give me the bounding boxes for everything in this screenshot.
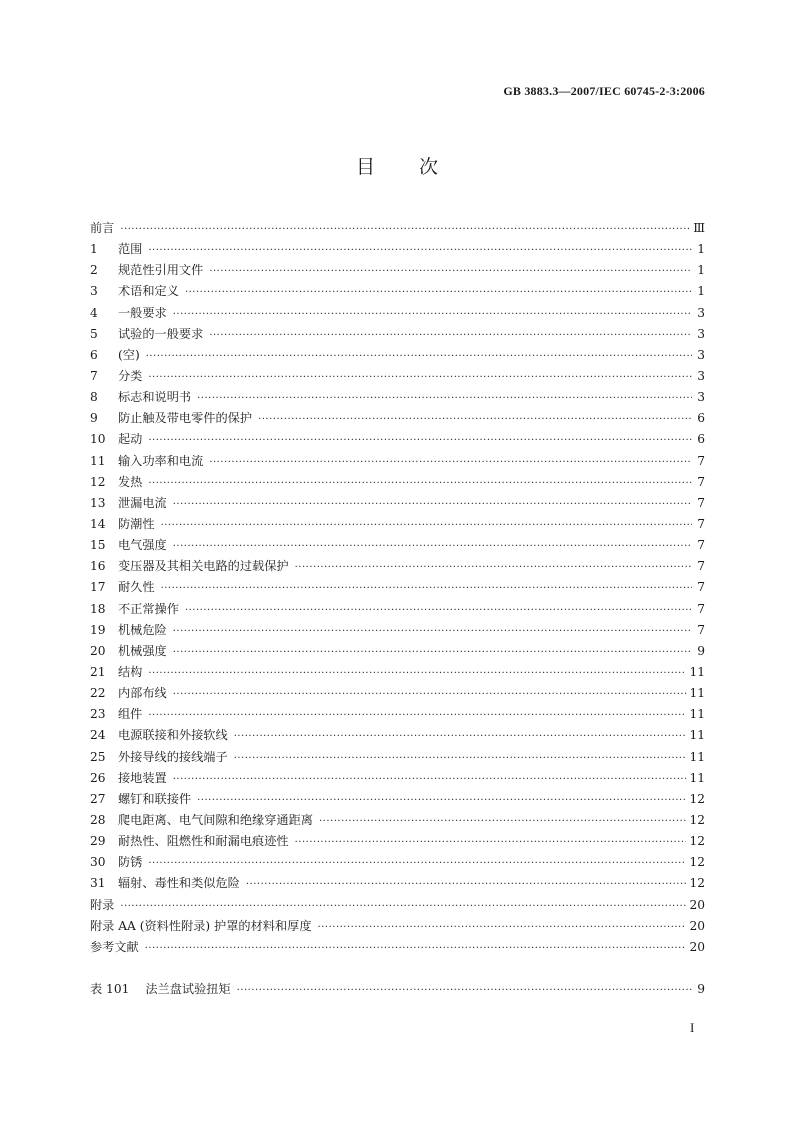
toc-entry-page: 11 (689, 664, 705, 679)
toc-entry-leader-dots (318, 917, 687, 938)
toc-entry[interactable] (90, 345, 705, 366)
toc-entry-leader-dots (148, 663, 686, 684)
toc-entry[interactable] (90, 366, 705, 387)
toc-entry-title: 试验的一般要求 (118, 326, 204, 341)
toc-entry[interactable] (90, 747, 705, 768)
toc-entry[interactable] (90, 810, 705, 831)
toc-entry-leader-dots (120, 219, 690, 240)
toc-entry-leader-dots (234, 726, 687, 747)
toc-entry[interactable] (90, 937, 705, 958)
toc-entry-leader-dots (148, 705, 686, 726)
page-title-left: 目 (355, 156, 375, 178)
toc-entry-leader-dots (173, 536, 692, 557)
toc-entry-title: (空) (118, 347, 140, 362)
toc-entry-title: 范围 (118, 242, 143, 257)
toc-entry-number: 24 (90, 728, 106, 743)
toc-entry-number: 3 (90, 284, 98, 299)
toc-entry-leader-dots (185, 600, 692, 621)
toc-entry-page: 12 (689, 855, 705, 870)
toc-entry-title: 术语和定义 (118, 284, 179, 299)
toc-entry[interactable] (90, 472, 705, 493)
toc-entry-page: 1 (697, 263, 705, 278)
toc-entry-leader-dots (209, 452, 692, 473)
toc-entry-page: 11 (689, 728, 705, 743)
toc-entry-leader-dots (148, 367, 692, 388)
toc-entry-title: 机械强度 (118, 643, 167, 658)
toc-entry-title: 螺钉和联接件 (118, 791, 192, 806)
toc-entry-page: 3 (697, 326, 705, 341)
toc-entry-title: 防止触及带电零件的保护 (118, 411, 253, 426)
toc-entry[interactable] (90, 641, 705, 662)
toc-entry-title: 变压器及其相关电路的过载保护 (118, 559, 289, 574)
toc-entry-number: 5 (90, 326, 98, 341)
toc-entry-page: 12 (689, 812, 705, 827)
toc-entry-page: 6 (697, 411, 705, 426)
toc-entry-leader-dots (295, 832, 687, 853)
toc-entry-leader-dots (146, 346, 692, 367)
toc-entry[interactable] (90, 281, 705, 302)
toc-entry-page: 1 (697, 242, 705, 257)
toc-entry-title: 起动 (118, 432, 143, 447)
toc-entry-leader-dots (258, 409, 692, 430)
toc-entry-leader-dots (161, 515, 692, 536)
toc-entry-page: 3 (697, 347, 705, 362)
toc-entry-page: 3 (697, 390, 705, 405)
toc-entry[interactable] (90, 324, 705, 345)
toc-entry-page: 7 (697, 516, 705, 531)
toc-entry-page: 3 (697, 305, 705, 320)
toc-entry-number: 25 (90, 749, 106, 764)
toc-entry-leader-dots (148, 240, 692, 261)
toc-entry-title: 耐热性、阻燃性和耐漏电痕迹性 (118, 834, 289, 849)
toc-entry-page: 20 (689, 918, 705, 933)
toc-entry-title: 一般要求 (118, 305, 167, 320)
toc-entry-page: 6 (697, 432, 705, 447)
toc-entry-title: 泄漏电流 (118, 495, 167, 510)
toc-entry-leader-dots (145, 938, 687, 959)
toc-entry[interactable] (90, 218, 705, 239)
toc-entry[interactable] (90, 303, 705, 324)
toc-entry-page: 7 (697, 538, 705, 553)
toc-entry-number: 16 (90, 559, 106, 574)
toc-entry-leader-dots (173, 684, 687, 705)
toc-entry-title: 规范性引用文件 (118, 263, 204, 278)
toc-entry-number: 11 (90, 453, 106, 468)
toc-entry-title: 结构 (118, 664, 143, 679)
toc-entry-leader-dots (234, 748, 687, 769)
toc-entry-leader-dots (197, 388, 692, 409)
toc-entry-leader-dots (185, 282, 692, 303)
table-entry[interactable] (90, 979, 705, 1000)
toc-entry-number: 19 (90, 622, 106, 637)
toc-entry-title: 防锈 (118, 855, 143, 870)
toc-entry-page: 7 (697, 474, 705, 489)
toc-entry-title: 参考文献 (90, 939, 139, 954)
toc-entry-page: 3 (697, 368, 705, 383)
toc-entry-page: 11 (689, 707, 705, 722)
toc-entry-leader-dots (319, 811, 686, 832)
toc-entry-title: 组件 (118, 707, 143, 722)
toc-entry-number: 30 (90, 855, 106, 870)
page-number: I (690, 1020, 695, 1035)
toc-entry-leader-dots (295, 557, 692, 578)
toc-entry-number: 26 (90, 770, 106, 785)
toc-entry-number: 8 (90, 390, 98, 405)
toc-entry-number: 14 (90, 516, 106, 531)
toc-entry-title: 分类 (118, 368, 143, 383)
toc-entry-number: 29 (90, 834, 106, 849)
toc-entry-leader-dots (173, 642, 692, 663)
toc-entry-number: 9 (90, 411, 98, 426)
toc-entry-leader-dots (120, 896, 686, 917)
toc-entry-number: 13 (90, 495, 106, 510)
toc-entry-number: 21 (90, 664, 106, 679)
toc-entry[interactable] (90, 408, 705, 429)
toc-entry[interactable] (90, 493, 705, 514)
toc-entry-leader-dots (148, 473, 692, 494)
toc-entry-page: 20 (689, 939, 705, 954)
toc-entry-title: 前言 (90, 221, 115, 235)
toc-entry[interactable] (90, 704, 705, 725)
page-title (0, 152, 794, 179)
toc-entry[interactable] (90, 556, 705, 577)
toc-entry-page: 7 (697, 453, 705, 468)
toc-entry[interactable] (90, 789, 705, 810)
toc-entry[interactable] (90, 725, 705, 746)
toc-entry-title: 爬电距离、电气间隙和绝缘穿通距离 (118, 812, 313, 827)
list-of-tables (90, 979, 705, 1000)
toc-entry-number: 10 (90, 432, 106, 447)
table-entry-page: 9 (697, 982, 705, 996)
toc-entry-number: 6 (90, 347, 98, 362)
toc-entry-page: 7 (697, 601, 705, 616)
toc-entry-page: 12 (689, 876, 705, 891)
table-entry-leader-dots (237, 980, 692, 1001)
table-entry-title: 法兰盘试验扭矩 (145, 982, 231, 996)
toc-entry-number: 22 (90, 686, 106, 701)
toc-entry-number: 7 (90, 368, 98, 383)
toc-entry[interactable] (90, 535, 705, 556)
toc-entry-title: 输入功率和电流 (118, 453, 204, 468)
standard-code: GB 3883.3—2007/IEC 60745-2-3:2006 (503, 84, 705, 98)
toc-entry-number: 12 (90, 474, 106, 489)
toc-entry[interactable] (90, 831, 705, 852)
toc-entry-title: 电气强度 (118, 538, 167, 553)
table-entry-number: 表 101 (90, 982, 130, 996)
toc-entry[interactable] (90, 895, 705, 916)
toc-entry-number: 20 (90, 643, 106, 658)
toc-entry[interactable] (90, 260, 705, 281)
page-title-right: 次 (419, 156, 439, 178)
toc-entry-leader-dots (173, 621, 692, 642)
toc-entry-number: 18 (90, 601, 106, 616)
toc-entry[interactable] (90, 916, 705, 937)
toc-entry-title: 内部布线 (118, 686, 167, 701)
toc-entry-title: 外接导线的接线端子 (118, 749, 228, 764)
toc-entry-leader-dots (246, 874, 687, 895)
toc-entry-page: 12 (689, 834, 705, 849)
toc-entry-leader-dots (161, 578, 692, 599)
toc-entry-page: 12 (689, 791, 705, 806)
toc-entry[interactable] (90, 768, 705, 789)
toc-entry-title: 标志和说明书 (118, 390, 192, 405)
toc-entry-title: 电源联接和外接软线 (118, 728, 228, 743)
toc-entry-page: 7 (697, 495, 705, 510)
toc-entry[interactable] (90, 852, 705, 873)
toc-entry-number: 28 (90, 812, 106, 827)
toc-entry-number: 17 (90, 580, 106, 595)
toc-entry-number: 31 (90, 876, 106, 891)
toc-entry-page: 11 (689, 686, 705, 701)
toc-entry[interactable] (90, 683, 705, 704)
toc-entry-leader-dots (173, 494, 692, 515)
toc-entry-page: Ⅲ (693, 221, 705, 235)
toc-entry-title: 耐久性 (118, 580, 155, 595)
toc-entry-page: 7 (697, 559, 705, 574)
toc-entry-number: 23 (90, 707, 106, 722)
toc-entry[interactable] (90, 662, 705, 683)
toc-entry-title: 附录 (90, 897, 115, 912)
toc-entry-title: 不正常操作 (118, 601, 179, 616)
toc-entry[interactable] (90, 387, 705, 408)
toc-entry-number: 1 (90, 242, 98, 257)
toc-entry[interactable] (90, 599, 705, 620)
toc-entry-page: 7 (697, 580, 705, 595)
toc-entry-leader-dots (148, 853, 686, 874)
toc-entry-leader-dots (197, 790, 686, 811)
toc-entry[interactable] (90, 873, 705, 894)
toc-entry-title: 防潮性 (118, 516, 155, 531)
toc-entry-page: 11 (689, 770, 705, 785)
toc-entry-leader-dots (148, 430, 692, 451)
toc-entry-leader-dots (173, 769, 687, 790)
toc-entry-number: 15 (90, 538, 106, 553)
toc-entry-page: 11 (689, 749, 705, 764)
toc-entry[interactable] (90, 451, 705, 472)
toc-entry-leader-dots (173, 304, 692, 325)
toc-entry[interactable] (90, 577, 705, 598)
toc-entry-page: 9 (697, 643, 705, 658)
toc-entry-title: 发热 (118, 474, 143, 489)
toc-entry[interactable] (90, 620, 705, 641)
toc-entry-number: 2 (90, 263, 98, 278)
toc-entry-page: 20 (689, 897, 705, 912)
toc-entry-title: 机械危险 (118, 622, 167, 637)
toc-entry-title: 辐射、毒性和类似危险 (118, 876, 240, 891)
toc-entry[interactable] (90, 429, 705, 450)
toc-entry[interactable] (90, 239, 705, 260)
toc-entry-number: 4 (90, 305, 98, 320)
toc-entry-leader-dots (209, 325, 692, 346)
table-of-contents (90, 218, 705, 958)
toc-entry-page: 1 (697, 284, 705, 299)
toc-entry[interactable] (90, 514, 705, 535)
toc-entry-title: 接地装置 (118, 770, 167, 785)
toc-entry-leader-dots (209, 261, 692, 282)
toc-entry-page: 7 (697, 622, 705, 637)
toc-entry-number: 27 (90, 791, 106, 806)
toc-entry-title: 附录 AA (资料性附录) 护罩的材料和厚度 (90, 918, 312, 933)
